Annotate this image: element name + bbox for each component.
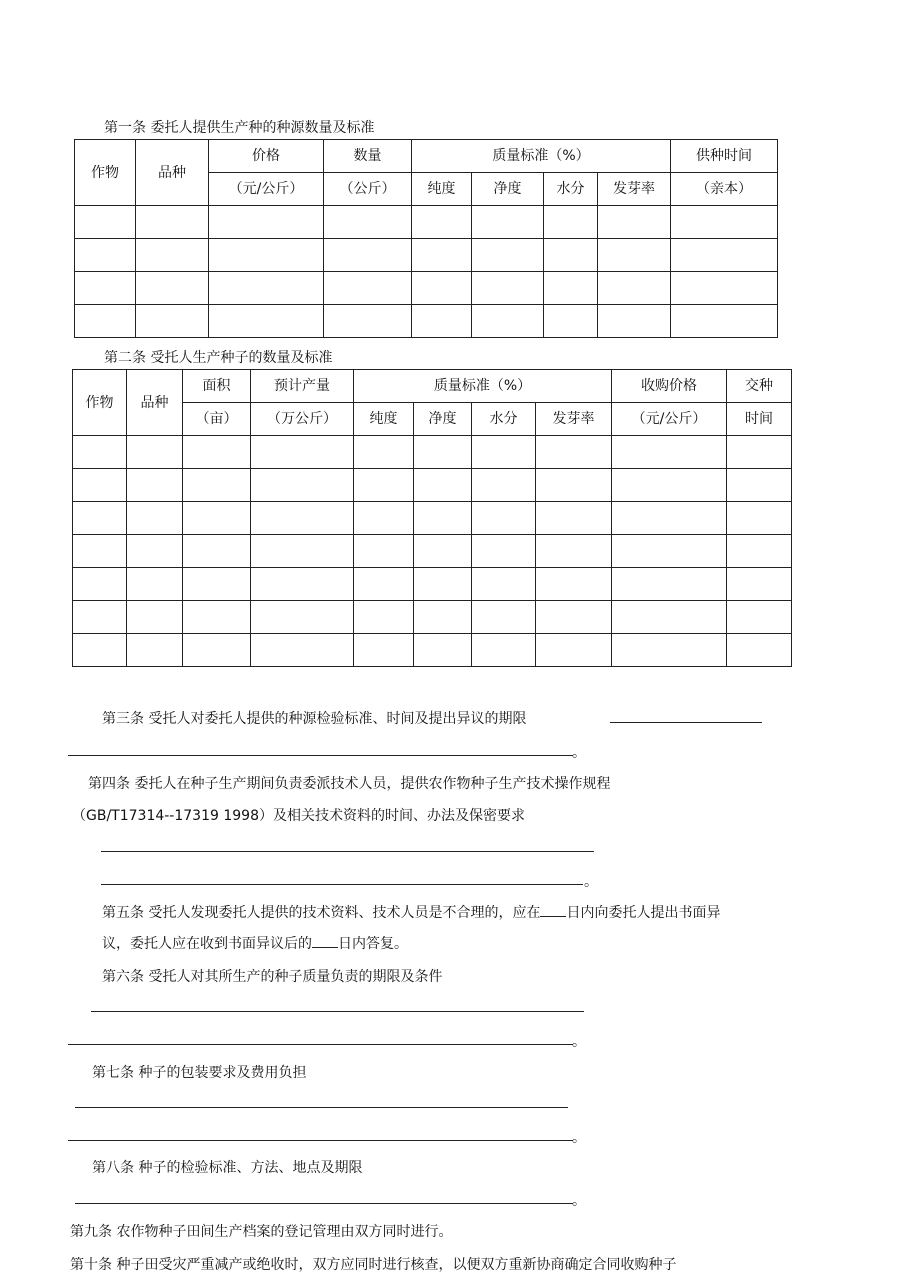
table-cell[interactable] <box>354 436 414 469</box>
col-quality: 质量标准（%） <box>412 140 671 173</box>
table-cell[interactable] <box>472 469 536 502</box>
table-cell[interactable] <box>73 568 127 601</box>
table-cell[interactable] <box>598 272 671 305</box>
table-cell[interactable] <box>472 502 536 535</box>
table-cell[interactable] <box>183 535 251 568</box>
table-cell[interactable] <box>544 272 598 305</box>
period: 。 <box>584 874 598 890</box>
table-cell[interactable] <box>612 502 727 535</box>
table-cell[interactable] <box>472 239 544 272</box>
table-cell[interactable] <box>354 469 414 502</box>
col-yield-unit: （万公斤） <box>251 403 354 436</box>
table-cell[interactable] <box>536 502 612 535</box>
seed-source-table <box>74 139 778 338</box>
seed-production-table <box>72 369 792 667</box>
table-cell[interactable] <box>136 206 209 239</box>
table-row <box>73 535 792 568</box>
table-cell[interactable] <box>472 568 536 601</box>
table-cell[interactable] <box>536 535 612 568</box>
days-blank <box>312 935 338 948</box>
article4-line2: （GB/T17314--17319 1998）及相关技术资料的时间、办法及保密要求 <box>72 808 525 824</box>
table-cell[interactable] <box>324 272 412 305</box>
table-cell[interactable] <box>612 634 727 667</box>
section1-heading: 第一条 委托人提供生产种的种源数量及标准 <box>104 120 375 136</box>
table-row <box>75 272 778 305</box>
table-cell[interactable] <box>73 436 127 469</box>
col-germination: 发芽率 <box>536 403 612 436</box>
fill-line <box>610 722 762 723</box>
table-cell[interactable] <box>183 502 251 535</box>
table-cell[interactable] <box>209 239 324 272</box>
table-cell[interactable] <box>414 469 472 502</box>
col-crop: 作物 <box>75 140 136 206</box>
table-cell[interactable] <box>412 239 472 272</box>
table-cell[interactable] <box>544 305 598 338</box>
table-cell[interactable] <box>73 502 127 535</box>
table-cell[interactable] <box>414 634 472 667</box>
table-cell[interactable] <box>671 305 778 338</box>
table-cell[interactable] <box>75 272 136 305</box>
article4-line1: 第四条 委托人在种子生产期间负责委派技术人员，提供农作物种子生产技术操作规程 <box>88 776 611 792</box>
table-row <box>73 634 792 667</box>
table-cell[interactable] <box>324 305 412 338</box>
table-cell[interactable] <box>251 469 354 502</box>
table-cell[interactable] <box>612 535 727 568</box>
table-cell[interactable] <box>727 634 792 667</box>
article8-text: 第八条 种子的检验标准、方法、地点及期限 <box>92 1160 363 1176</box>
table-cell[interactable] <box>727 535 792 568</box>
table-cell[interactable] <box>414 568 472 601</box>
col-purchase-price: 收购价格 <box>612 370 727 403</box>
table-cell[interactable] <box>183 469 251 502</box>
table-cell[interactable] <box>472 272 544 305</box>
table-cell[interactable] <box>612 469 727 502</box>
table-cell[interactable] <box>354 634 414 667</box>
table-cell[interactable] <box>75 239 136 272</box>
fill-line <box>101 884 583 885</box>
table-cell[interactable] <box>727 601 792 634</box>
table-row <box>73 601 792 634</box>
table-cell[interactable] <box>472 206 544 239</box>
table-cell[interactable] <box>73 469 127 502</box>
table-cell[interactable] <box>472 305 544 338</box>
article5-part2: 日内向委托人提出书面异 <box>566 905 721 921</box>
col-supply-time-note: （亲本） <box>671 173 778 206</box>
table-cell[interactable] <box>544 206 598 239</box>
table-cell[interactable] <box>414 601 472 634</box>
table-cell[interactable] <box>324 239 412 272</box>
table-cell[interactable] <box>251 568 354 601</box>
table-cell[interactable] <box>127 568 183 601</box>
fill-line <box>91 1011 584 1012</box>
table-cell[interactable] <box>472 634 536 667</box>
col-purity: 纯度 <box>354 403 414 436</box>
days-blank <box>540 904 566 917</box>
fill-line <box>68 1140 573 1141</box>
article9-text: 第九条 农作物种子田间生产档案的登记管理由双方同时进行。 <box>70 1224 453 1240</box>
article5-part1: 第五条 受托人发现委托人提供的技术资料、技术人员是不合理的，应在 <box>102 905 541 921</box>
table-cell[interactable] <box>536 469 612 502</box>
table-cell[interactable] <box>612 436 727 469</box>
col-cleanliness: 净度 <box>472 173 544 206</box>
col-quantity: 数量 <box>324 140 412 173</box>
table-cell[interactable] <box>412 272 472 305</box>
table-cell[interactable] <box>183 634 251 667</box>
table-cell[interactable] <box>544 239 598 272</box>
table-row <box>73 436 792 469</box>
table-row <box>73 502 792 535</box>
table-cell[interactable] <box>414 436 472 469</box>
table-cell[interactable] <box>183 436 251 469</box>
article7-text: 第七条 种子的包装要求及费用负担 <box>92 1065 307 1081</box>
table-cell[interactable] <box>472 436 536 469</box>
table-cell[interactable] <box>354 535 414 568</box>
col-area: 面积 <box>183 370 251 403</box>
table-cell[interactable] <box>209 272 324 305</box>
table-cell[interactable] <box>73 601 127 634</box>
table-cell[interactable] <box>727 502 792 535</box>
table-cell[interactable] <box>73 535 127 568</box>
table-cell[interactable] <box>536 634 612 667</box>
table-cell[interactable] <box>136 239 209 272</box>
table-cell[interactable] <box>251 436 354 469</box>
fill-line <box>75 1107 568 1108</box>
table-row <box>73 568 792 601</box>
period: 。 <box>572 1130 586 1146</box>
table-cell[interactable] <box>412 206 472 239</box>
col-price: 价格 <box>209 140 324 173</box>
col-price-unit: （元/公斤） <box>209 173 324 206</box>
table-cell[interactable] <box>472 535 536 568</box>
article3-text: 第三条 受托人对委托人提供的种源检验标准、时间及提出异议的期限 <box>102 711 527 727</box>
table-cell[interactable] <box>412 305 472 338</box>
col-cleanliness: 净度 <box>414 403 472 436</box>
col-quantity-unit: （公斤） <box>324 173 412 206</box>
table-cell[interactable] <box>183 568 251 601</box>
section2-heading: 第二条 受托人生产种子的数量及标准 <box>104 350 333 366</box>
table-cell[interactable] <box>354 502 414 535</box>
table-cell[interactable] <box>598 239 671 272</box>
table-cell[interactable] <box>727 436 792 469</box>
table-cell[interactable] <box>536 568 612 601</box>
table-cell[interactable] <box>251 535 354 568</box>
table-cell[interactable] <box>75 305 136 338</box>
table-cell[interactable] <box>671 272 778 305</box>
table-cell[interactable] <box>251 634 354 667</box>
article10-text: 第十条 种子田受灾严重减产或绝收时，双方应同时进行核查，以便双方重新协商确定合同收购种子 <box>70 1257 677 1273</box>
table-cell[interactable] <box>251 502 354 535</box>
period: 。 <box>572 745 586 761</box>
col-purchase-price-unit: （元/公斤） <box>612 403 727 436</box>
table-cell[interactable] <box>136 305 209 338</box>
col-germination: 发芽率 <box>598 173 671 206</box>
table-cell[interactable] <box>209 206 324 239</box>
table-cell[interactable] <box>671 206 778 239</box>
col-purity: 纯度 <box>412 173 472 206</box>
col-moisture: 水分 <box>472 403 536 436</box>
table-cell[interactable] <box>612 568 727 601</box>
table-cell[interactable] <box>536 436 612 469</box>
period: 。 <box>572 1034 586 1050</box>
col-quality: 质量标准（%） <box>354 370 612 403</box>
col-delivery: 交种 <box>727 370 792 403</box>
table-cell[interactable] <box>136 272 209 305</box>
fill-line <box>68 755 573 756</box>
col-delivery-time: 时间 <box>727 403 792 436</box>
table-cell[interactable] <box>472 601 536 634</box>
table-cell[interactable] <box>127 601 183 634</box>
fill-line <box>75 1203 573 1204</box>
col-variety: 品种 <box>127 370 183 436</box>
table-cell[interactable] <box>251 601 354 634</box>
table-cell[interactable] <box>183 601 251 634</box>
col-supply-time: 供种时间 <box>671 140 778 173</box>
table-cell[interactable] <box>414 502 472 535</box>
article5-part3: 议，委托人应在收到书面异议后的 <box>102 936 312 952</box>
table-row <box>75 239 778 272</box>
table-cell[interactable] <box>127 535 183 568</box>
table-cell[interactable] <box>127 436 183 469</box>
table-cell[interactable] <box>414 535 472 568</box>
col-crop: 作物 <box>73 370 127 436</box>
table-cell[interactable] <box>598 305 671 338</box>
table-cell[interactable] <box>671 239 778 272</box>
table-row <box>75 206 778 239</box>
fill-line <box>68 1044 573 1045</box>
table-cell[interactable] <box>727 568 792 601</box>
article5-line2 <box>102 933 408 953</box>
table-cell[interactable] <box>598 206 671 239</box>
table-cell[interactable] <box>127 502 183 535</box>
col-moisture: 水分 <box>544 173 598 206</box>
table-row <box>75 305 778 338</box>
col-variety: 品种 <box>136 140 209 206</box>
table-cell[interactable] <box>127 469 183 502</box>
article6-text: 第六条 受托人对其所生产的种子质量负责的期限及条件 <box>102 969 443 985</box>
table-cell[interactable] <box>127 634 183 667</box>
col-area-unit: （亩） <box>183 403 251 436</box>
table-cell[interactable] <box>612 601 727 634</box>
table-row <box>73 469 792 502</box>
table-cell[interactable] <box>536 601 612 634</box>
table-cell[interactable] <box>209 305 324 338</box>
article5-line1 <box>102 902 720 922</box>
fill-line <box>101 851 594 852</box>
col-yield: 预计产量 <box>251 370 354 403</box>
table-cell[interactable] <box>354 601 414 634</box>
table-cell[interactable] <box>324 206 412 239</box>
table-cell[interactable] <box>727 469 792 502</box>
table-cell[interactable] <box>73 634 127 667</box>
article5-part4: 日内答复。 <box>338 936 408 952</box>
table-cell[interactable] <box>75 206 136 239</box>
period: 。 <box>572 1193 586 1209</box>
table-cell[interactable] <box>354 568 414 601</box>
